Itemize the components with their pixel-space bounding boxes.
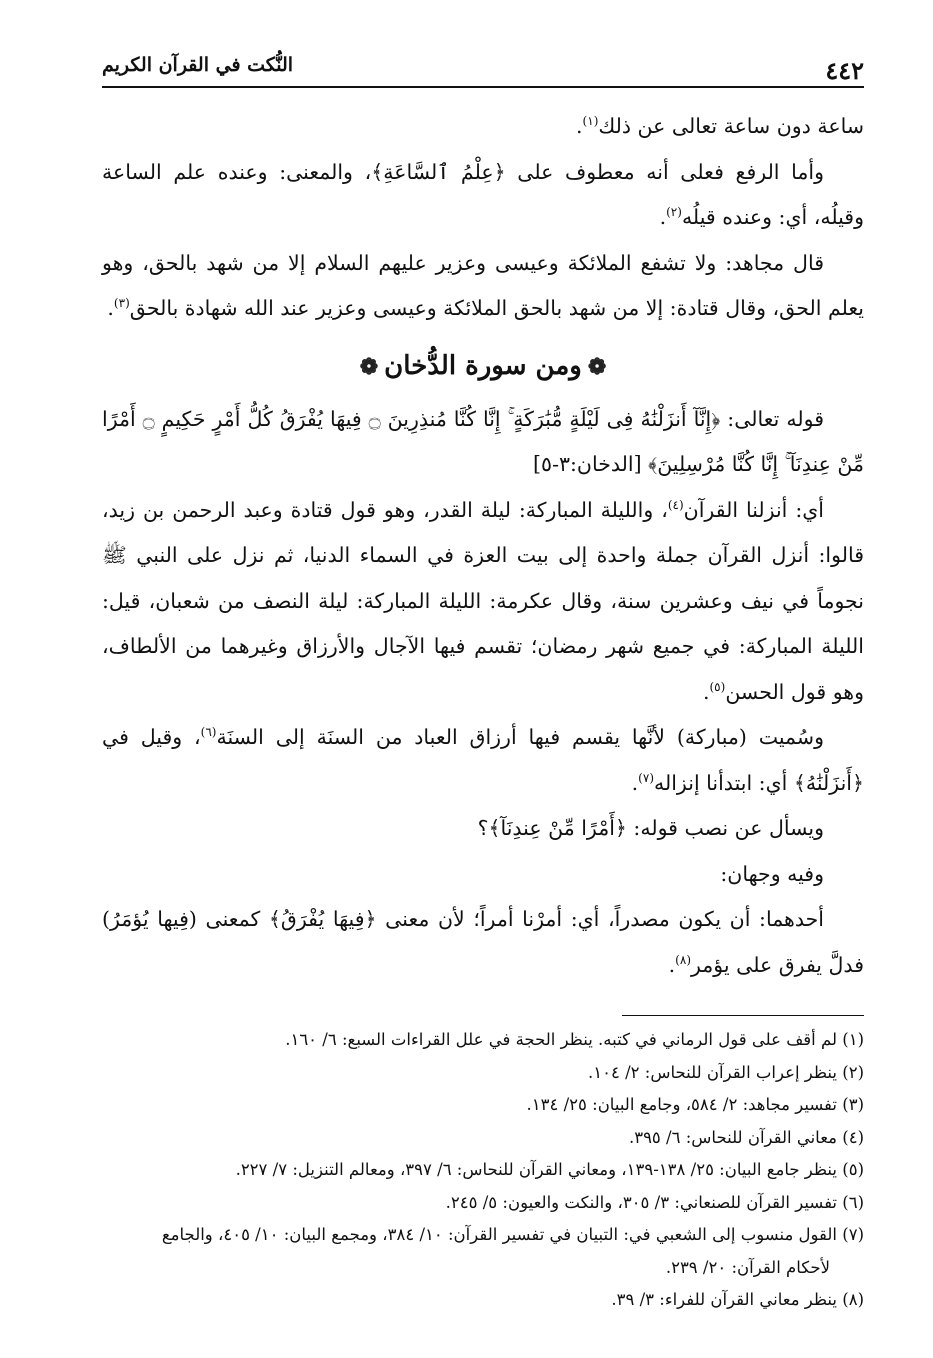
footnote-continuation: لأحكام القرآن: ٢٠/ ٢٣٩. [665,1257,830,1277]
footnote-7: (٧) القول منسوب إلى الشعبي في: التبيان في تفسير القرآن: ١٠/ ٣٨٤، ومجمع البيان: ١٠/ ٤٠٥، والجامع [161,1225,864,1244]
footnote-ref: (٤) [667,497,684,512]
paragraph-6 [102,715,864,806]
surah-heading [102,344,864,389]
paragraph-2 [102,150,864,241]
footnote-ref: (١) [582,114,599,129]
paragraph-1 [102,104,864,150]
page-header [102,46,864,88]
ornament-right-icon: ❁ [587,353,607,380]
paragraph-text: أي: أنزلنا القرآن [683,497,824,522]
paragraph-end: . [702,679,710,704]
paragraph-9 [102,897,864,988]
paragraph-end: . [631,770,639,795]
paragraph-end: . [107,296,114,320]
paragraph-8 [102,852,864,898]
paragraph-end: . [576,114,583,138]
paragraph-text: ساعة دون ساعة تعالى عن ذلك [598,114,864,138]
page-number: ٤٤٢ [825,56,864,85]
paragraph-5 [102,488,864,716]
footnote-3: (٣) تفسير مجاهد: ٢/ ٥٨٤، وجامع البيان: ٢٥/ ١٣٤. [526,1095,864,1114]
paragraph-7 [102,806,864,852]
ornament-left-icon: ❁ [359,353,379,380]
footnote-8: (٨) ينظر معاني القرآن للفراء: ٣/ ٣٩. [611,1290,864,1309]
footnote-ref: (٨) [675,952,691,967]
footnote-4: (٤) معاني القرآن للنحاس: ٦/ ٣٩٥. [628,1127,864,1147]
footnote-ref: (٣) [113,296,130,311]
footnote-5: (٥) ينظر جامع البيان: ٢٥/ ١٣٨-١٣٩، ومعاني القرآن للنحاس: ٦/ ٣٩٧، ومعالم التنزيل: ٧/ ٢٢٧. [235,1160,864,1179]
main-text [102,104,864,988]
paragraph-3 [102,241,864,332]
footnotes [102,1024,864,1317]
paragraph-text: وأما الرفع فعلى أنه معطوف على ﴿عِلْمُ ٱلسَّاعَةِ﴾، والمعنى: وعنده علم الساعة وقيلُه، أي: وعنده قيلُه [102,159,864,229]
footnote-1: (١) لم أقف على قول الرماني في كتبه. ينظر الحجة في علل القراءات السبع: ٦/ ١٦٠. [285,1030,864,1049]
paragraph-text: وسُميت (مباركة) لأنَّها يقسم فيها أرزاق العباد من السنَة إلى السنَة [216,725,824,749]
footnote-2: (٢) ينظر إعراب القرآن للنحاس: ٢/ ١٠٤. [588,1062,864,1082]
paragraph-text: ويسأل عن نصب قوله: ﴿أَمْرًا مِّنْ عِندِنَآ﴾؟ [477,816,824,840]
paragraph-text: قال مجاهد: ولا تشفع الملائكة وعيسى وعزير عليهم السلام إلا من شهد بالحق، وهو يعلم الحق، وقال قتادة: إلا من شهد بالحق الملائكة وعيسى وعزير عند الله شهادة بالحق [102,250,864,320]
footnote-ref: (٦) [200,725,217,740]
running-title: النُّكت في القرآن الكريم [102,54,294,76]
paragraph-end: . [659,205,667,229]
quran-verse-paragraph [102,397,864,488]
footnote-6: (٦) تفسير القرآن للصنعاني: ٣/ ٣٠٥، والنكت والعيون: ٥/ ٢٤٥. [445,1192,864,1212]
verse-text: قوله تعالى: ﴿إِنَّآ أَنزَلْنَٰهُ فِى لَيْلَةٍ مُّبَٰرَكَةٍ ۚ إِنَّا كُنَّا مُنذِرِينَ ۝ فِيهَا يُفْرَقُ كُلُّ أَمْرٍ حَكِيمٍ ۝ أَمْرًا مِّنْ عِندِنَآ ۚ إِنَّا كُنَّا مُرْسِلِينَ﴾ [الدخان:٣-٥] [102,406,864,476]
footnote-7-continued [102,1252,864,1285]
paragraph-text: ، وقيل في ﴿أَنزَلْنَٰهُ﴾ أي: ابتدأنا إنزاله [102,725,864,795]
footnote-ref: (٢) [666,205,682,220]
surah-title: ومن سورة الدُّخان [384,350,582,381]
paragraph-end: . [668,952,676,977]
paragraph-text: وفيه وجهان: [720,861,824,886]
paragraph-text: ، والليلة المباركة: ليلة القدر، وهو قول قتادة وعبد الرحمن بن زيد، قالوا: أنزل القرآن جملة واحدة إلى بيت العزة في السماء الدنيا، ثم نزل على النبي ﷺ نجوماً في نيف وعشرين سنة، وقال عكرمة: الليلة المباركة: ليلة النصف من شعبان، قيل: الليلة المباركة: في جميع شهر رمضان؛ تقسم فيها الآجال والأرزاق وغيرهما من الألطاف، وهو قول الحسن [102,497,864,704]
footnote-ref: (٧) [638,770,654,785]
paragraph-text: أحدهما: أن يكون مصدراً، أي: أمرْنا أمراً؛ لأن معنى ﴿فِيهَا يُفْرَقُ﴾ كمعنى (فِيها يُؤمَرُ) فدلَّ يفرق على يؤمر [102,907,864,977]
footnote-ref: (٥) [709,679,726,694]
footnote-separator [622,1015,864,1016]
